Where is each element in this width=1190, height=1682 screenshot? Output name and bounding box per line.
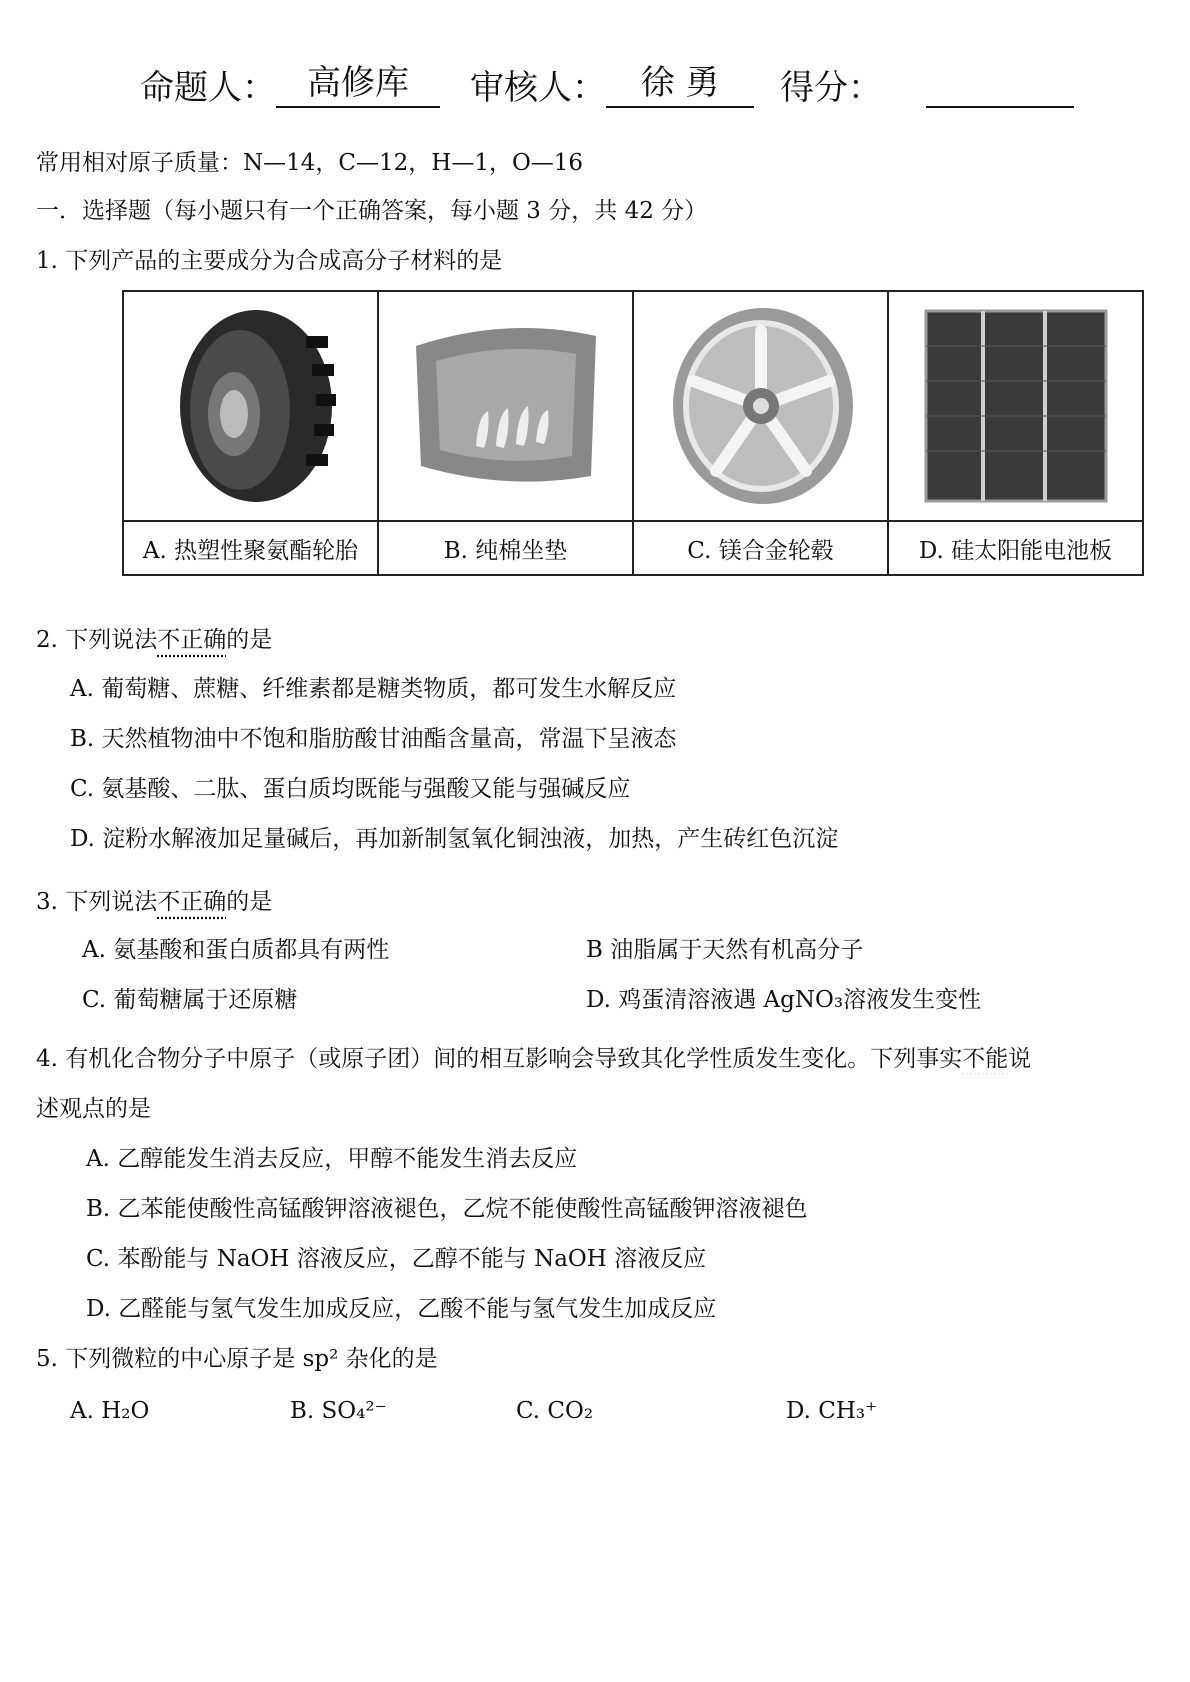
q4-option-d[interactable]: D. 乙醛能与氢气发生加成反应，乙酸不能与氢气发生加成反应: [86, 1296, 717, 1322]
q5-option-d[interactable]: D. CH₃⁺: [786, 1398, 878, 1424]
q4-option-b[interactable]: B. 乙苯能使酸性高锰酸钾溶液褪色，乙烷不能使酸性高锰酸钾溶液褪色: [86, 1196, 808, 1222]
q5-option-b[interactable]: B. SO₄²⁻: [290, 1398, 387, 1424]
q3-option-d[interactable]: D. 鸡蛋清溶液遇 AgNO₃溶液发生变性: [586, 987, 982, 1013]
q2-emphasis: 不正确: [157, 627, 227, 653]
section-title: 一．选择题（每小题只有一个正确答案，每小题 3 分，共 42 分）: [36, 198, 708, 224]
q1-option-d-label: D. 硅太阳能电池板: [888, 521, 1143, 575]
q1-stem: 1. 下列产品的主要成分为合成高分子材料的是: [36, 248, 503, 274]
q1-option-a-image[interactable]: [123, 291, 378, 521]
q1-option-a-label: A. 热塑性聚氨酯轮胎: [123, 521, 378, 575]
q1-option-b-label: B. 纯棉坐垫: [378, 521, 633, 575]
q1-option-d-image[interactable]: [888, 291, 1143, 521]
tire-icon: [156, 306, 346, 506]
atomic-masses: 常用相对原子质量：N—14，C—12，H—1，O—16: [36, 150, 584, 176]
score-blank[interactable]: [926, 60, 1074, 108]
exam-header: [140, 60, 1100, 120]
q4-emphasis: 不能: [962, 1046, 1009, 1072]
q3-option-a[interactable]: A. 氨基酸和蛋白质都具有两性: [82, 937, 390, 963]
author-label: 命题人：: [140, 68, 276, 108]
q3-stem: 3. 下列说法不正确的是: [36, 889, 273, 915]
score-label: 得分：: [780, 68, 882, 108]
reviewer-name: 徐 勇: [606, 60, 754, 108]
q4-option-a[interactable]: A. 乙醇能发生消去反应，甲醇不能发生消去反应: [86, 1146, 578, 1172]
reviewer-label: 审核人：: [470, 68, 606, 108]
q2-option-c[interactable]: C. 氨基酸、二肽、蛋白质均既能与强酸又能与强碱反应: [70, 776, 631, 802]
q5-option-a[interactable]: A. H₂O: [70, 1398, 150, 1424]
author-name: 高修库: [276, 60, 440, 108]
wheel-rim-icon: [661, 301, 861, 511]
q1-options-table: [122, 290, 1144, 576]
solar-panel-icon: [921, 306, 1111, 506]
q4-stem-line2: 述观点的是: [36, 1096, 151, 1122]
q2-option-b[interactable]: B. 天然植物油中不饱和脂肪酸甘油酯含量高，常温下呈液态: [70, 726, 677, 752]
q3-emphasis: 不正确: [157, 889, 227, 915]
q5-option-c[interactable]: C. CO₂: [516, 1398, 594, 1424]
q2-option-a[interactable]: A. 葡萄糖、蔗糖、纤维素都是糖类物质，都可发生水解反应: [70, 676, 677, 702]
q2-option-d[interactable]: D. 淀粉水解液加足量碱后，再加新制氢氧化铜浊液，加热，产生砖红色沉淀: [70, 826, 839, 852]
q4-stem-line1: 4. 有机化合物分子中原子（或原子团）间的相互影响会导致其化学性质发生变化。下列事实不能说: [36, 1046, 1032, 1072]
q1-option-c-label: C. 镁合金轮毂: [633, 521, 888, 575]
q1-option-b-image[interactable]: [378, 291, 633, 521]
q3-option-c[interactable]: C. 葡萄糖属于还原糖: [82, 987, 298, 1013]
q2-stem: 2. 下列说法不正确的是: [36, 627, 273, 653]
cushion-icon: [406, 316, 606, 496]
q3-option-b[interactable]: B 油脂属于天然有机高分子: [586, 937, 864, 963]
q4-option-c[interactable]: C. 苯酚能与 NaOH 溶液反应，乙醇不能与 NaOH 溶液反应: [86, 1246, 707, 1272]
q1-option-c-image[interactable]: [633, 291, 888, 521]
q5-stem: 5. 下列微粒的中心原子是 sp² 杂化的是: [36, 1346, 438, 1372]
